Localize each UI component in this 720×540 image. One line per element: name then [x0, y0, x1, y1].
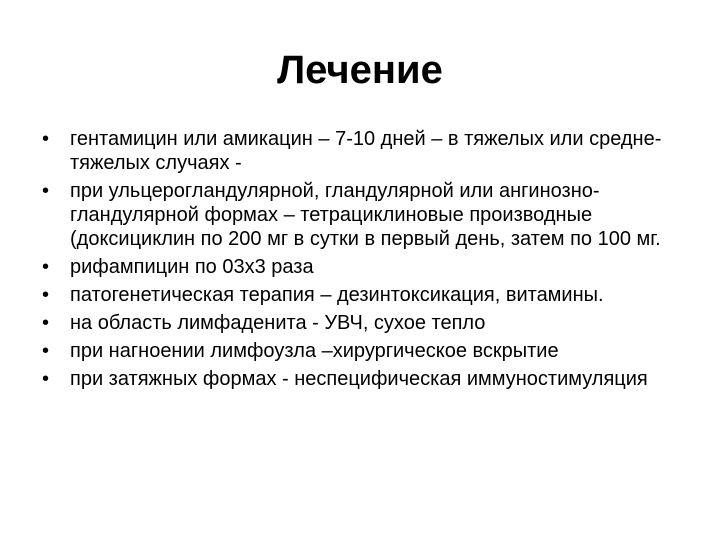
bullet-text: гентамицин или амикацин – 7-10 дней – в тяжелых или средне-тяжелых случаях - — [70, 128, 662, 174]
bullet-marker: • — [42, 284, 50, 306]
list-item — [42, 255, 682, 279]
list-item — [42, 179, 682, 251]
bullet-list — [42, 127, 682, 395]
bullet-text: на область лимфаденита - УВЧ, сухое тепло — [70, 312, 486, 334]
bullet-text: при затяжных формах - неспецифическая иммуностимуляция — [70, 368, 648, 390]
bullet-marker: • — [42, 312, 50, 334]
list-item — [42, 283, 682, 307]
list-item — [42, 311, 682, 335]
bullet-marker: • — [42, 368, 50, 390]
bullet-text: при ульцерогландулярной, гландулярной или ангинозно-гландулярной формах – тетрациклиновые производные (доксициклин по 200 мг в сутки в первый день, затем по 100 мг. — [70, 180, 661, 250]
bullet-marker: • — [42, 128, 50, 150]
list-item — [42, 367, 682, 391]
list-item — [42, 127, 682, 175]
bullet-text: патогенетическая терапия – дезинтоксикация, витамины. — [70, 284, 604, 306]
bullet-marker: • — [42, 256, 50, 278]
bullet-marker: • — [42, 180, 50, 202]
bullet-text: рифампицин по 03х3 раза — [70, 256, 314, 278]
slide-title: Лечение — [277, 48, 443, 92]
bullet-marker: • — [42, 340, 50, 362]
list-item — [42, 339, 682, 363]
bullet-text: при нагноении лимфоузла –хирургическое вскрытие — [70, 340, 559, 362]
